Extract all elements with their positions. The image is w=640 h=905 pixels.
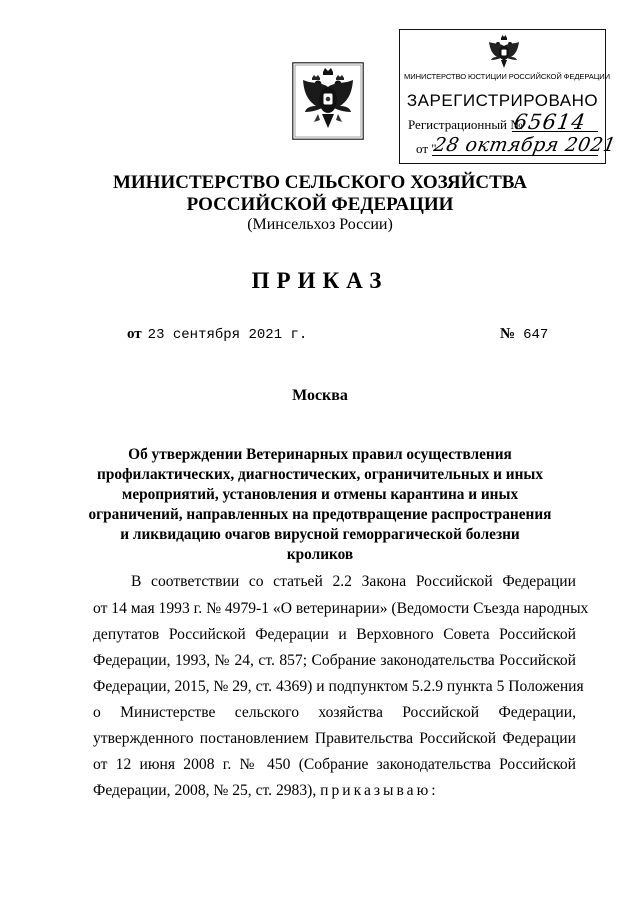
stamp-registration-date: 28 октября 2021 (432, 134, 618, 156)
order-date-prefix: от (127, 326, 142, 342)
order-city: Москва (292, 387, 348, 404)
order-number-sign: № (500, 326, 516, 342)
stamp-registered-label: ЗАРЕГИСТРИРОВАНО (406, 91, 599, 110)
stamp-date-prefix: от " (416, 141, 437, 156)
ministry-name-line-2: РОССИЙСКОЙ ФЕДЕРАЦИИ (186, 194, 454, 215)
stamp-emblem (484, 34, 524, 74)
body-line: утвержденного постановлением Правительства Российской Федерации (93, 730, 576, 747)
order-subject: Об утверждении Ветеринарных правил осуществления профилактических, диагностических, ограничительных и иных мероприятий, установления и отмены карантина и иных ограничений, направленных на предотвращение распространения и ликвидацию очагов вирусной геморрагической болезни кроликов (88, 446, 552, 563)
state-emblem (292, 62, 364, 140)
order-command-word: приказываю: (320, 782, 439, 799)
stamp-ministry-name: МИНИСТЕРСТВО ЮСТИЦИИ РОССИЙСКОЙ ФЕДЕРАЦИИ (404, 72, 610, 81)
order-number (500, 326, 548, 343)
body-line-final (93, 782, 576, 800)
body-final-text: Федерации, 2008, № 25, ст. 2983), (93, 782, 317, 799)
order-date (127, 326, 307, 343)
body-line: Федерации, 1993, № 24, ст. 857; Собрание законодательства Российской (93, 652, 576, 669)
stamp-registration-number: 65614 (512, 110, 588, 134)
body-line: Федерации, 2015, № 29, ст. 4369) и подпунктом 5.2.9 пункта 5 Положения (93, 678, 584, 695)
order-date-value: 23 сентября 2021 г. (147, 327, 308, 343)
stamp-registration-label: Регистрационный № (408, 117, 523, 132)
body-line: о Министерстве сельского хозяйства Российской Федерации, (93, 704, 576, 721)
ministry-name-line-1: МИНИСТЕРСТВО СЕЛЬСКОГО ХОЗЯЙСТВА (112, 172, 528, 193)
document-type-title: ПРИКАЗ (251, 268, 389, 293)
order-number-value: 647 (523, 327, 549, 343)
registration-stamp (399, 29, 618, 164)
body-line: В соответствии со статьей 2.2 Закона Российской Федерации (131, 573, 576, 590)
ministry-short-name: (Минсельхоз России) (247, 216, 393, 233)
body-line: депутатов Российской Федерации и Верховного Совета Российской (93, 626, 576, 643)
body-line: от 12 июня 2008 г. № 450 (Собрание законодательства Российской (93, 756, 576, 773)
body-line: от 14 мая 1993 г. № 4979-1 «О ветеринарии» (Ведомости Съезда народных (93, 600, 589, 617)
